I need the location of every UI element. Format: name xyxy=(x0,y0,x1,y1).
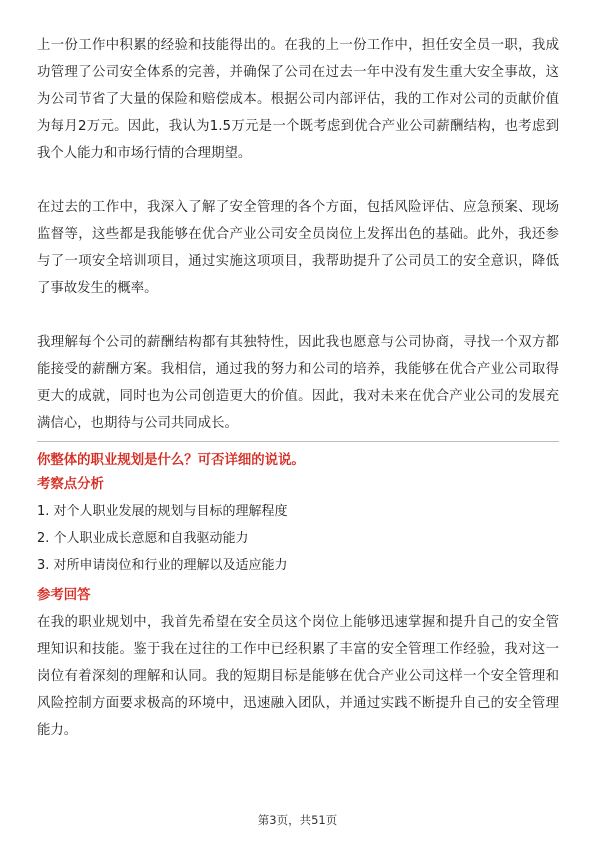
analysis-item: 3. 对所申请岗位和行业的理解以及适应能力 xyxy=(37,558,288,573)
page-content xyxy=(37,32,559,744)
interview-question: 你整体的职业规划是什么？可否详细的说说。 xyxy=(37,453,305,468)
analysis-item: 1. 对个人职业发展的规划与目标的理解程度 xyxy=(37,504,288,519)
body-paragraph-3: 我理解每个公司的薪酬结构都有其独特性，因此我也愿意与公司协商，寻找一个双方都能接受的薪酬方案。我相信，通过我的努力和公司的培养，我能够在优合产业公司取得更大的成就，同时也为公司创造更大的价值。因此，我对未来在优合产业公司的发展充满信心，也期待与公司共同成长。 xyxy=(37,335,559,431)
page-number: 第3页，共51页 xyxy=(257,813,338,827)
body-paragraph-2: 在过去的工作中，我深入了解了安全管理的各个方面，包括风险评估、应急预案、现场监督等，这些都是我能够在优合产业公司安全员岗位上发挥出色的基础。此外，我还参与了一项安全培训项目，通过实施这项项目，我帮助提升了公司员工的安全意识，降低了事故发生的概率。 xyxy=(37,200,559,296)
reference-answer-text: 在我的职业规划中，我首先希望在安全员这个岗位上能够迅速掌握和提升自己的安全管理知识和技能。鉴于我在过往的工作中已经积累了丰富的安全管理工作经验，我对这一岗位有着深刻的理解和认同。我的短期目标是能够在优合产业公司这样一个安全管理和风险控制方面要求极高的环境中，迅速融入团队，并通过实践不断提升自己的安全管理能力。 xyxy=(37,615,559,738)
analysis-title: 考察点分析 xyxy=(37,477,104,492)
analysis-list xyxy=(37,498,559,579)
section-divider xyxy=(37,441,559,442)
body-paragraph-1: 上一份工作中积累的经验和技能得出的。在我的上一份工作中，担任安全员一职，我成功管理了公司安全体系的完善，并确保了公司在过去一年中没有发生重大安全事故，这为公司节省了大量的保险和赔偿成本。根据公司内部评估，我的工作对公司的贡献价值为每月2万元。因此，我认为1.5万元是一个既考虑到优合产业公司薪酬结构，也考虑到我个人能力和市场行情的合理期望。 xyxy=(37,38,559,161)
analysis-item: 2. 个人职业成长意愿和自我驱动能力 xyxy=(37,531,249,546)
reference-answer-title: 参考回答 xyxy=(37,588,91,603)
